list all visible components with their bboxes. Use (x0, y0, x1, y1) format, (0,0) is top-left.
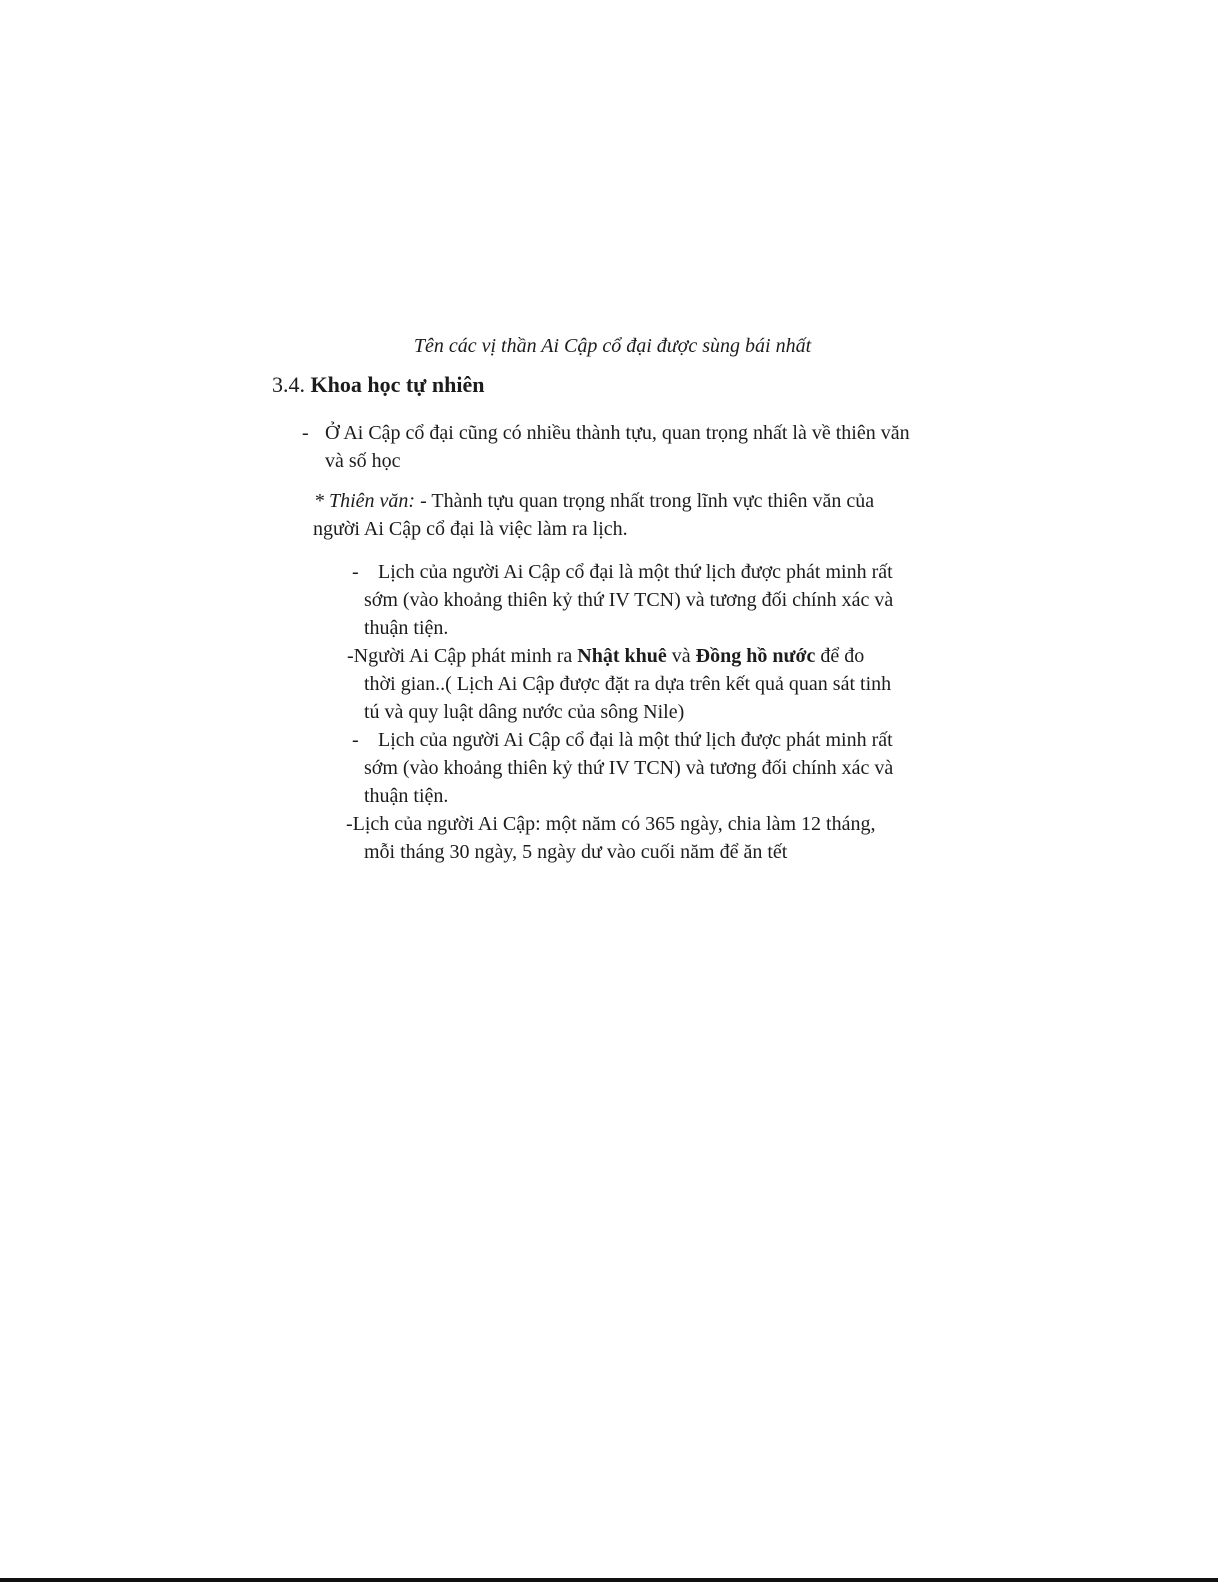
list-item-line (364, 754, 893, 782)
bottom-edge-bar (0, 1578, 1218, 1582)
text-segment: và số học (325, 450, 401, 472)
list-item-line (364, 670, 891, 698)
text-segment: để đo (815, 645, 865, 667)
text-segment: 3.4. (272, 372, 311, 397)
text-segment: Tên các vị thần Ai Cập cổ đại được sùng bái nhất (413, 335, 812, 357)
list-item-line (364, 838, 787, 866)
paragraph-line (325, 419, 910, 447)
text-segment: sớm (vào khoảng thiên kỷ thứ IV TCN) và tương đối chính xác và (364, 589, 894, 611)
text-segment: sớm (vào khoảng thiên kỷ thứ IV TCN) và tương đối chính xác và (364, 757, 894, 779)
text-segment: thuận tiện. (364, 617, 449, 639)
list-item-line (346, 810, 875, 838)
text-segment: người Ai Cập cổ đại là việc làm ra lịch. (313, 518, 628, 540)
list-item-line (347, 642, 864, 670)
text-segment: - Thành tựu quan trọng nhất trong lĩnh vực thiên văn của (420, 490, 875, 512)
text-segment: Ở Ai Cập cổ đại cũng có nhiều thành tựu, quan trọng nhất là về thiên văn (325, 422, 910, 444)
list-item-line (364, 614, 448, 642)
text-segment: và (666, 645, 696, 667)
text-segment: tú và quy luật dâng nước của sông Nile) (364, 701, 685, 723)
text-segment: Lịch của người Ai Cập cổ đại là một thứ lịch được phát minh rất (378, 729, 893, 751)
text-segment: Khoa học tự nhiên (310, 372, 485, 397)
text-segment: -Người Ai Cập phát minh ra (347, 645, 578, 667)
text-segment: - (352, 729, 359, 751)
text-segment: - (302, 422, 309, 444)
list-item-line (364, 698, 684, 726)
doc-caption (0, 332, 1225, 360)
list-item-line (378, 558, 893, 586)
text-segment: - (352, 561, 359, 583)
text-segment: * Thiên văn: (314, 490, 421, 512)
text-segment: Đồng hồ nước (695, 645, 816, 667)
bullet-marker (352, 558, 359, 586)
list-item-line (364, 782, 448, 810)
text-segment: mỗi tháng 30 ngày, 5 ngày dư vào cuối năm để ăn tết (364, 841, 788, 863)
text-segment: Lịch của người Ai Cập cổ đại là một thứ lịch được phát minh rất (378, 561, 893, 583)
section-heading (272, 371, 484, 399)
text-segment: Nhật khuê (577, 645, 667, 667)
text-segment: thuận tiện. (364, 785, 449, 807)
text-segment: -Lịch của người Ai Cập: một năm có 365 ngày, chia làm 12 tháng, (346, 813, 876, 835)
bullet-marker (302, 419, 309, 447)
list-item-line (364, 586, 893, 614)
paragraph-line (313, 515, 628, 543)
text-segment: thời gian..( Lịch Ai Cập được đặt ra dựa trên kết quả quan sát tinh (364, 673, 892, 695)
bullet-marker (352, 726, 359, 754)
paragraph-line (325, 447, 401, 475)
list-item-line (378, 726, 893, 754)
paragraph-line (314, 487, 874, 515)
